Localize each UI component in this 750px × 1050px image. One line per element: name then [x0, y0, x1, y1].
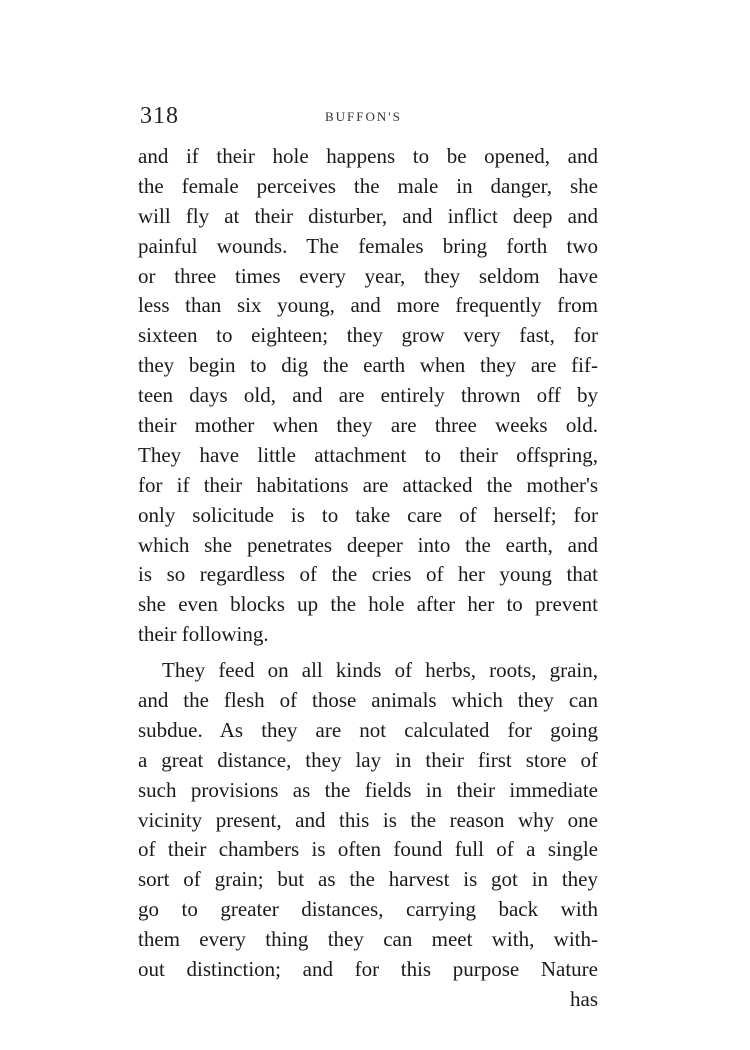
running-title: BUFFON'S	[325, 109, 402, 124]
paragraph-2	[138, 656, 598, 985]
text-line: painful wounds. The females bring forth two	[138, 233, 598, 258]
text-line: sort of grain; but as the harvest is got in they	[138, 867, 598, 892]
text-line: go to greater distances, carrying back with	[138, 897, 598, 922]
text-line: a great distance, they lay in their first store of	[138, 747, 598, 772]
text-line: they begin to dig the earth when they are fif-	[138, 353, 598, 378]
text-line: such provisions as the fields in their immediate	[138, 777, 598, 802]
body-text	[138, 142, 598, 1014]
text-line: them every thing they can meet with, with-	[138, 927, 598, 952]
text-line: and if their hole happens to be opened, and	[138, 144, 598, 168]
text-line: vicinity present, and this is the reason why one	[138, 807, 598, 832]
text-line: less than six young, and more frequently from	[138, 293, 598, 318]
page-number: 318	[140, 103, 179, 129]
text-line: sixteen to eighteen; they grow very fast, for	[138, 323, 598, 348]
text-line: They have little attachment to their offspring,	[138, 442, 598, 467]
text-line: out distinction; and for this purpose Nature	[138, 957, 598, 982]
text-line: for if their habitations are attacked the mother's	[138, 472, 598, 497]
text-line: the female perceives the male in danger, she	[138, 173, 598, 198]
paragraph-1	[138, 142, 598, 650]
text-line: which she penetrates deeper into the earth, and	[138, 532, 598, 557]
text-line: and the flesh of those animals which they can	[138, 688, 598, 713]
running-head	[140, 103, 600, 139]
text-line: is so regardless of the cries of her young that	[138, 562, 598, 587]
text-line: will fly at their disturber, and inflict deep and	[138, 203, 598, 228]
text-line: she even blocks up the hole after her to prevent	[138, 592, 598, 617]
text-line: They feed on all kinds of herbs, roots, grain,	[162, 658, 598, 683]
text-line: their mother when they are three weeks old.	[138, 413, 598, 438]
text-line: or three times every year, they seldom have	[138, 263, 598, 288]
text-line: of their chambers is often found full of a single	[138, 837, 598, 862]
text-line: subdue. As they are not calculated for going	[138, 717, 598, 742]
catchword: has	[570, 986, 598, 1011]
text-line: only solicitude is to take care of herself; for	[138, 502, 598, 527]
text-line: their following.	[138, 622, 269, 647]
text-line: teen days old, and are entirely thrown off by	[138, 383, 598, 408]
